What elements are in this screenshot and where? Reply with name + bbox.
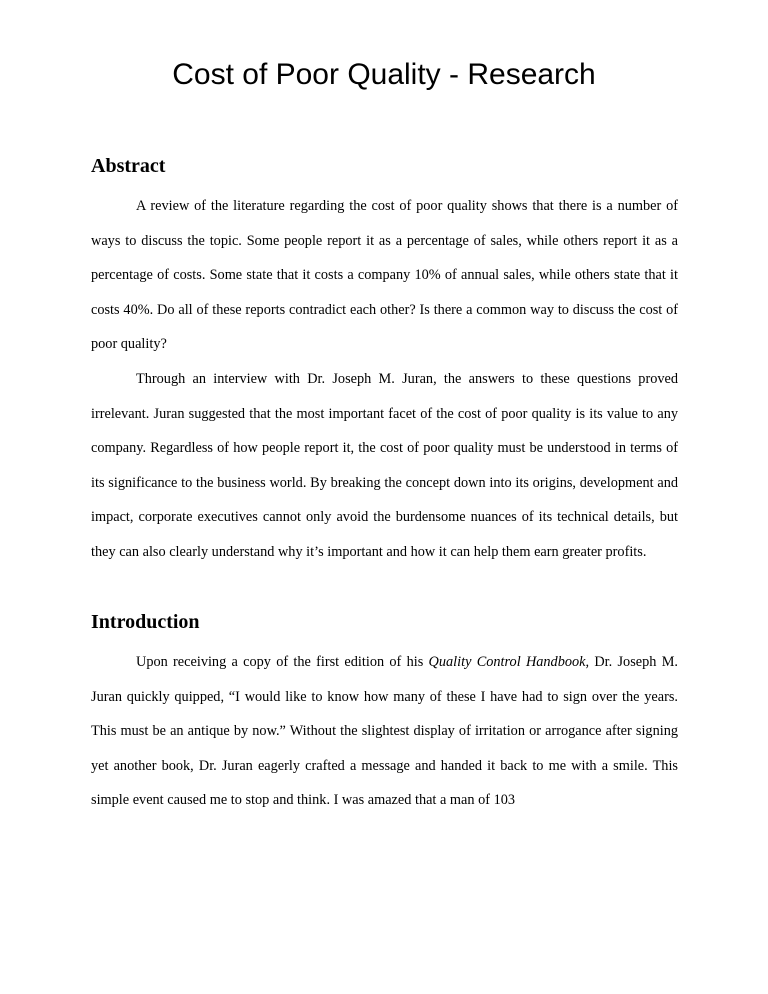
document-title: Cost of Poor Quality - Research [172, 58, 596, 91]
abstract-paragraph-1: A review of the literature regarding the cost of poor quality shows that there is a number of ways to discuss the topic. Some people report it as a percentage of sales, while others report it as a percentage of costs. Some state that it costs a company 10% of annual sales, while others state that it costs 40%. Do all of these reports contradict each other? Is there a common way to discuss the cost of poor quality? [91, 198, 678, 353]
abstract-paragraph-2: Through an interview with Dr. Joseph M. Juran, the answers to these questions proved irrelevant. Juran suggested that the most important facet of the cost of poor quality is its value to any company. Regardless of how people report it, the cost of poor quality must be understood in terms of its significance to the business world. By breaking the concept down into its origins, development and impact, corporate executives cannot only avoid the burdensome nuances of its technical details, but they can also clearly understand why it’s important and how it can help them earn greater profits. [91, 371, 678, 560]
abstract-heading: Abstract [91, 155, 166, 177]
intro-text-before-title: Upon receiving a copy of the first edition of his [136, 654, 429, 670]
book-title: Quality Control Handbook, [428, 654, 590, 670]
introduction-heading: Introduction [91, 611, 200, 633]
intro-text-after-title: Dr. Joseph M. Juran quickly quipped, “I would like to know how many of these I have had to sign over the years. This must be an antique by now.” Without the slightest display of irritation or arrogance after signing yet another book, Dr. Juran eagerly crafted a message and handed it back to me with a smile. This simple event caused me to stop and think. I was amazed that a man of 103 [91, 654, 678, 809]
introduction-paragraph-1 [91, 645, 678, 818]
